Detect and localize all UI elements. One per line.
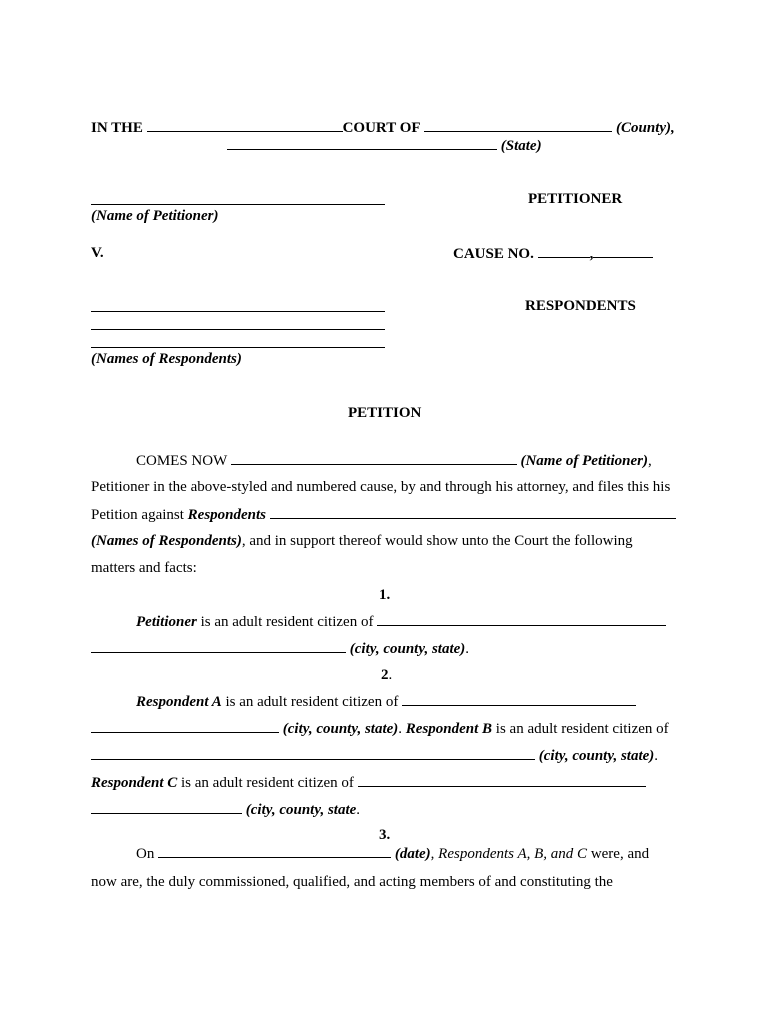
intro-respondents-label: Respondents — [187, 507, 267, 523]
comes-now-text: COMES NOW — [136, 453, 227, 469]
cause-no-blank-2[interactable] — [593, 244, 653, 258]
cause-number-line — [453, 244, 653, 263]
intro-line-5: matters and facts: — [91, 560, 197, 576]
para-3-line-2: now are, the duly commissioned, qualified, and acting members of and constituting the — [91, 874, 613, 890]
respondent-b-text: is an adult resident citizen of — [492, 721, 669, 737]
court-name-blank[interactable] — [147, 118, 343, 132]
in-the-label: IN THE — [91, 120, 143, 136]
intro-respondents-blank[interactable] — [270, 505, 676, 519]
petitioner-heading: PETITIONER — [528, 191, 623, 207]
respondent-b-label: Respondent B — [405, 721, 493, 737]
county-label: (County), — [616, 120, 675, 136]
para-2-line-3 — [91, 746, 658, 765]
para-1-line-1 — [136, 612, 666, 631]
respondent-a-sep: . — [398, 721, 406, 737]
para-1-line-2 — [91, 639, 469, 658]
para-1-petitioner-label: Petitioner — [136, 614, 197, 630]
respondent-b-city-label: (city, county, state) — [538, 748, 655, 764]
para-3-on: On — [136, 846, 155, 862]
para-3-number: 3. — [379, 827, 391, 843]
para-2-line-2 — [91, 719, 669, 738]
para-2-number — [381, 666, 392, 684]
para-3-respondents-abc: Respondents A, B, and C — [438, 846, 588, 862]
para-1-residence-blank-1[interactable] — [377, 612, 666, 626]
respondent-a-blank-2[interactable] — [91, 719, 279, 733]
intro-line-3 — [91, 505, 676, 524]
respondent-name-blank-1[interactable] — [91, 311, 385, 312]
para-2-line-1 — [136, 692, 636, 711]
respondent-a-label: Respondent A — [136, 694, 222, 710]
intro-petitioner-blank[interactable] — [231, 451, 517, 465]
county-blank[interactable] — [424, 118, 612, 132]
para-1-number: 1. — [379, 587, 391, 603]
respondent-c-text: is an adult resident citizen of — [177, 775, 354, 791]
para-2-line-5 — [91, 800, 360, 819]
intro-names-of-respondents: (Names of Respondents) — [91, 533, 242, 549]
para-2-line-4 — [91, 773, 646, 792]
name-of-petitioner-label: (Name of Petitioner) — [91, 208, 219, 224]
versus-label: V. — [91, 245, 104, 261]
court-of-label: COURT OF — [342, 120, 421, 136]
respondent-b-period: . — [654, 748, 659, 764]
petitioner-name-blank[interactable] — [91, 204, 385, 205]
respondents-heading: RESPONDENTS — [525, 298, 636, 314]
para-3-date-blank[interactable] — [158, 844, 391, 858]
cause-no-comma: , — [589, 246, 594, 262]
para-3-date-label: (date) — [394, 846, 431, 862]
intro-line-2: Petitioner in the above-styled and numbered cause, by and through his attorney, and files this his — [91, 479, 671, 495]
respondent-c-city-label: (city, county, state — [245, 802, 357, 818]
intro-comma: , — [647, 453, 652, 469]
para-1-text: is an adult resident citizen of — [196, 614, 374, 630]
intro-line-1 — [136, 451, 652, 470]
respondent-a-city-label: (city, county, state) — [282, 721, 399, 737]
cause-no-label: CAUSE NO. — [453, 246, 534, 262]
petition-against-text: Petition against — [91, 507, 184, 523]
respondent-c-blank-1[interactable] — [358, 773, 646, 787]
respondent-c-period: . — [356, 802, 361, 818]
cause-no-blank-1[interactable] — [538, 244, 590, 258]
respondent-name-blank-3[interactable] — [91, 347, 385, 348]
caption-court-line — [91, 118, 675, 137]
respondent-c-blank-2[interactable] — [91, 800, 242, 814]
respondent-c-label: Respondent C — [91, 775, 178, 791]
para-2-number-period: . — [388, 667, 393, 683]
intro-line-4-rest: , and in support thereof would show unto the Court the following — [241, 533, 633, 549]
para-2-number-digit: 2 — [381, 667, 389, 683]
state-blank[interactable] — [227, 136, 497, 150]
intro-name-of-petitioner: (Name of Petitioner) — [520, 453, 648, 469]
para-1-residence-blank-2[interactable] — [91, 639, 346, 653]
caption-state-line — [227, 136, 542, 155]
state-label: (State) — [500, 138, 542, 154]
respondent-name-blank-2[interactable] — [91, 329, 385, 330]
para-3-text-1: were, and — [587, 846, 650, 862]
intro-line-4 — [91, 532, 633, 550]
names-of-respondents-label: (Names of Respondents) — [91, 351, 242, 367]
respondent-b-blank[interactable] — [91, 746, 535, 760]
para-3-line-1 — [136, 844, 649, 863]
respondent-a-blank-1[interactable] — [402, 692, 636, 706]
para-1-period: . — [465, 641, 470, 657]
para-3-comma: , — [430, 846, 439, 862]
document-title: PETITION — [348, 405, 422, 421]
para-1-city-label: (city, county, state) — [349, 641, 466, 657]
respondent-a-text: is an adult resident citizen of — [221, 694, 399, 710]
